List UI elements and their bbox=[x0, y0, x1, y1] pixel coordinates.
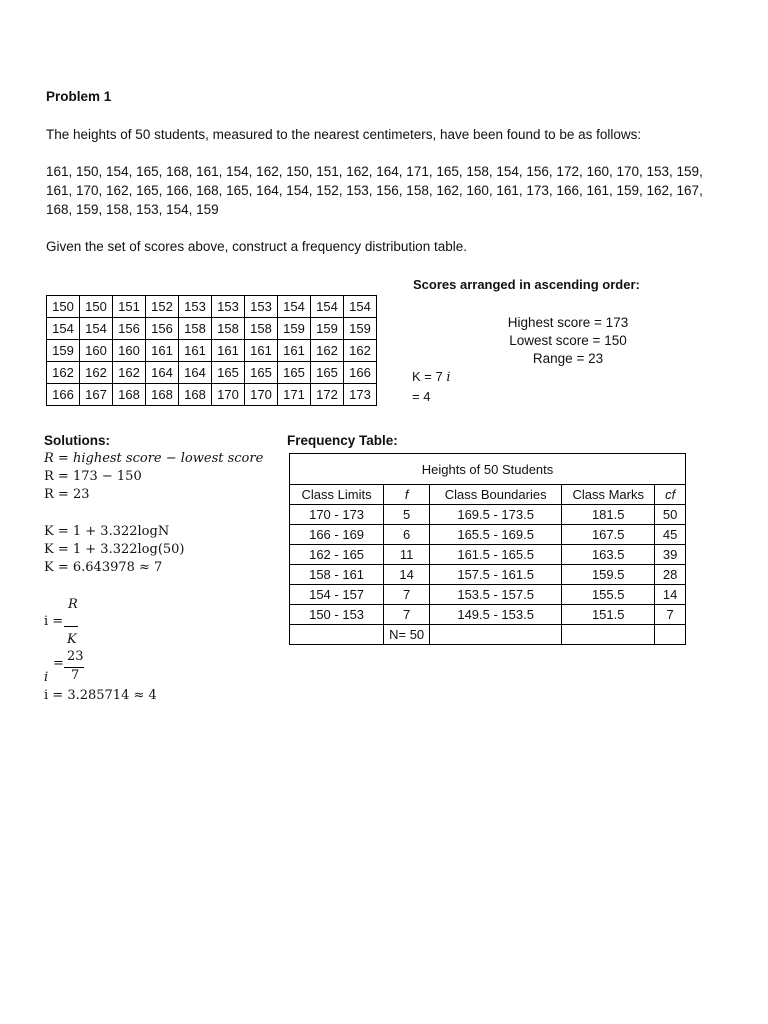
frequency-cell: 149.5 - 153.5 bbox=[430, 605, 562, 625]
raw-data-line: 161, 150, 154, 165, 168, 161, 154, 162, 150, 151, 162, 164, 171, 165, 158, 154, 156, 172, 160, 170, 153, 159, bbox=[46, 164, 703, 179]
score-cell: 170 bbox=[212, 384, 245, 406]
score-cell: 168 bbox=[113, 384, 146, 406]
scores-grid bbox=[46, 295, 377, 406]
frequency-cell: 39 bbox=[655, 545, 686, 565]
frequency-table bbox=[289, 453, 686, 645]
k-calc: K = 1 + 3.322log(50) bbox=[44, 542, 185, 557]
i-calc-lhs: i bbox=[44, 670, 49, 685]
frequency-cell: 5 bbox=[384, 505, 430, 525]
i-formula-denominator: K bbox=[67, 632, 77, 647]
score-cell: 151 bbox=[113, 296, 146, 318]
frequency-table-caption: Heights of 50 Students bbox=[290, 454, 686, 485]
score-cell: 150 bbox=[80, 296, 113, 318]
frequency-header-cell: Class Limits bbox=[290, 485, 384, 505]
score-cell: 162 bbox=[80, 362, 113, 384]
score-cell: 158 bbox=[179, 318, 212, 340]
score-cell: 173 bbox=[344, 384, 377, 406]
frequency-cell: 181.5 bbox=[562, 505, 655, 525]
r-result: R = 23 bbox=[44, 487, 90, 502]
score-cell: 154 bbox=[344, 296, 377, 318]
score-cell: 154 bbox=[47, 318, 80, 340]
frequency-empty-cell bbox=[430, 625, 562, 645]
raw-data bbox=[46, 162, 736, 219]
frequency-cell: 161.5 - 165.5 bbox=[430, 545, 562, 565]
score-cell: 160 bbox=[80, 340, 113, 362]
k-formula: K = 1 + 3.322logN bbox=[44, 524, 170, 539]
score-cell: 154 bbox=[278, 296, 311, 318]
frequency-header-cell: Class Boundaries bbox=[430, 485, 562, 505]
i-formula-bar bbox=[64, 626, 78, 627]
frequency-header-cell: f bbox=[384, 485, 430, 505]
score-cell: 153 bbox=[245, 296, 278, 318]
frequency-cell: 6 bbox=[384, 525, 430, 545]
score-cell: 159 bbox=[278, 318, 311, 340]
score-cell: 160 bbox=[113, 340, 146, 362]
frequency-cell: 151.5 bbox=[562, 605, 655, 625]
scores-row bbox=[47, 318, 377, 340]
score-cell: 171 bbox=[278, 384, 311, 406]
frequency-empty-cell bbox=[290, 625, 384, 645]
score-cell: 159 bbox=[311, 318, 344, 340]
frequency-cell: 153.5 - 157.5 bbox=[430, 585, 562, 605]
frequency-cell: 169.5 - 173.5 bbox=[430, 505, 562, 525]
frequency-cell: 165.5 - 169.5 bbox=[430, 525, 562, 545]
frequency-cell: 7 bbox=[384, 605, 430, 625]
frequency-cell: 159.5 bbox=[562, 565, 655, 585]
frequency-cell: 14 bbox=[384, 565, 430, 585]
score-cell: 154 bbox=[311, 296, 344, 318]
frequency-cell: 158 - 161 bbox=[290, 565, 384, 585]
k-result: K = 6.643978 ≈ 7 bbox=[44, 560, 163, 575]
i-calc-equals: = bbox=[53, 656, 64, 671]
instruction-text: Given the set of scores above, construct a frequency distribution table. bbox=[46, 239, 467, 254]
frequency-total-row bbox=[290, 625, 686, 645]
score-cell: 172 bbox=[311, 384, 344, 406]
score-cell: 166 bbox=[47, 384, 80, 406]
i-result: i = 3.285714 ≈ 4 bbox=[44, 688, 157, 703]
raw-data-line: 161, 170, 162, 165, 166, 168, 165, 164, 154, 152, 153, 156, 158, 162, 160, 161, 173, 166, 161, 159, 162, 167, bbox=[46, 183, 703, 198]
score-cell: 156 bbox=[113, 318, 146, 340]
score-cell: 158 bbox=[212, 318, 245, 340]
frequency-table-header bbox=[290, 485, 686, 505]
frequency-row bbox=[290, 585, 686, 605]
i-formula-lhs: i = bbox=[44, 614, 64, 629]
ascending-title: Scores arranged in ascending order: bbox=[413, 277, 640, 292]
r-calc: R = 173 − 150 bbox=[44, 469, 142, 484]
frequency-header-cell: Class Marks bbox=[562, 485, 655, 505]
score-cell: 166 bbox=[344, 362, 377, 384]
frequency-empty-cell bbox=[655, 625, 686, 645]
score-summary bbox=[470, 314, 666, 368]
i-calc-numerator: 23 bbox=[67, 649, 84, 664]
lowest-score: Lowest score = 150 bbox=[509, 333, 627, 348]
score-cell: 168 bbox=[146, 384, 179, 406]
frequency-cell: 7 bbox=[655, 605, 686, 625]
score-cell: 167 bbox=[80, 384, 113, 406]
score-cell: 164 bbox=[179, 362, 212, 384]
frequency-row bbox=[290, 505, 686, 525]
frequency-cell: 157.5 - 161.5 bbox=[430, 565, 562, 585]
frequency-cell: 28 bbox=[655, 565, 686, 585]
scores-row bbox=[47, 362, 377, 384]
solutions-title: Solutions: bbox=[44, 433, 110, 448]
k-note bbox=[412, 369, 451, 385]
score-cell: 153 bbox=[212, 296, 245, 318]
frequency-cell: 155.5 bbox=[562, 585, 655, 605]
intro-text: The heights of 50 students, measured to the nearest centimeters, have been found to be as follows: bbox=[46, 127, 642, 142]
frequency-cell: 166 - 169 bbox=[290, 525, 384, 545]
frequency-cell: 162 - 165 bbox=[290, 545, 384, 565]
score-cell: 168 bbox=[179, 384, 212, 406]
k-note-text: K = 7 bbox=[412, 369, 443, 384]
score-cell: 162 bbox=[47, 362, 80, 384]
frequency-header-cell: cf bbox=[655, 485, 686, 505]
scores-row bbox=[47, 384, 377, 406]
score-cell: 164 bbox=[146, 362, 179, 384]
r-formula-lhs: R bbox=[44, 451, 54, 466]
score-cell: 161 bbox=[278, 340, 311, 362]
score-cell: 152 bbox=[146, 296, 179, 318]
score-cell: 156 bbox=[146, 318, 179, 340]
frequency-total: N= 50 bbox=[384, 625, 430, 645]
score-cell: 154 bbox=[80, 318, 113, 340]
frequency-row bbox=[290, 565, 686, 585]
score-cell: 158 bbox=[245, 318, 278, 340]
i-formula-numerator: R bbox=[68, 597, 78, 612]
i-note: = 4 bbox=[412, 389, 431, 404]
score-cell: 162 bbox=[113, 362, 146, 384]
frequency-cell: 154 - 157 bbox=[290, 585, 384, 605]
k-note-italic: i bbox=[446, 370, 451, 385]
frequency-cell: 50 bbox=[655, 505, 686, 525]
raw-data-line: 168, 159, 158, 153, 154, 159 bbox=[46, 202, 219, 217]
frequency-row bbox=[290, 605, 686, 625]
score-cell: 161 bbox=[245, 340, 278, 362]
frequency-row bbox=[290, 545, 686, 565]
r-formula-rhs: highest score − lowest score bbox=[72, 451, 264, 466]
score-cell: 159 bbox=[47, 340, 80, 362]
score-cell: 150 bbox=[47, 296, 80, 318]
frequency-empty-cell bbox=[562, 625, 655, 645]
frequency-cell: 45 bbox=[655, 525, 686, 545]
score-cell: 165 bbox=[311, 362, 344, 384]
score-cell: 165 bbox=[212, 362, 245, 384]
score-cell: 161 bbox=[179, 340, 212, 362]
problem-title: Problem 1 bbox=[46, 89, 112, 104]
score-cell: 162 bbox=[311, 340, 344, 362]
frequency-cell: 163.5 bbox=[562, 545, 655, 565]
score-cell: 153 bbox=[179, 296, 212, 318]
frequency-row bbox=[290, 525, 686, 545]
score-cell: 165 bbox=[245, 362, 278, 384]
frequency-table-label: Frequency Table: bbox=[287, 433, 398, 448]
frequency-cell: 150 - 153 bbox=[290, 605, 384, 625]
score-cell: 170 bbox=[245, 384, 278, 406]
score-cell: 161 bbox=[146, 340, 179, 362]
frequency-cell: 14 bbox=[655, 585, 686, 605]
i-calc-denominator: 7 bbox=[71, 668, 80, 683]
r-formula: R = highest score − lowest score bbox=[44, 451, 264, 466]
score-cell: 165 bbox=[278, 362, 311, 384]
range-value: Range = 23 bbox=[532, 351, 604, 366]
highest-score: Highest score = 173 bbox=[507, 315, 629, 330]
frequency-cell: 170 - 173 bbox=[290, 505, 384, 525]
scores-row bbox=[47, 296, 377, 318]
frequency-cell: 7 bbox=[384, 585, 430, 605]
score-cell: 159 bbox=[344, 318, 377, 340]
score-cell: 162 bbox=[344, 340, 377, 362]
frequency-cell: 167.5 bbox=[562, 525, 655, 545]
frequency-cell: 11 bbox=[384, 545, 430, 565]
scores-row bbox=[47, 340, 377, 362]
score-cell: 161 bbox=[212, 340, 245, 362]
